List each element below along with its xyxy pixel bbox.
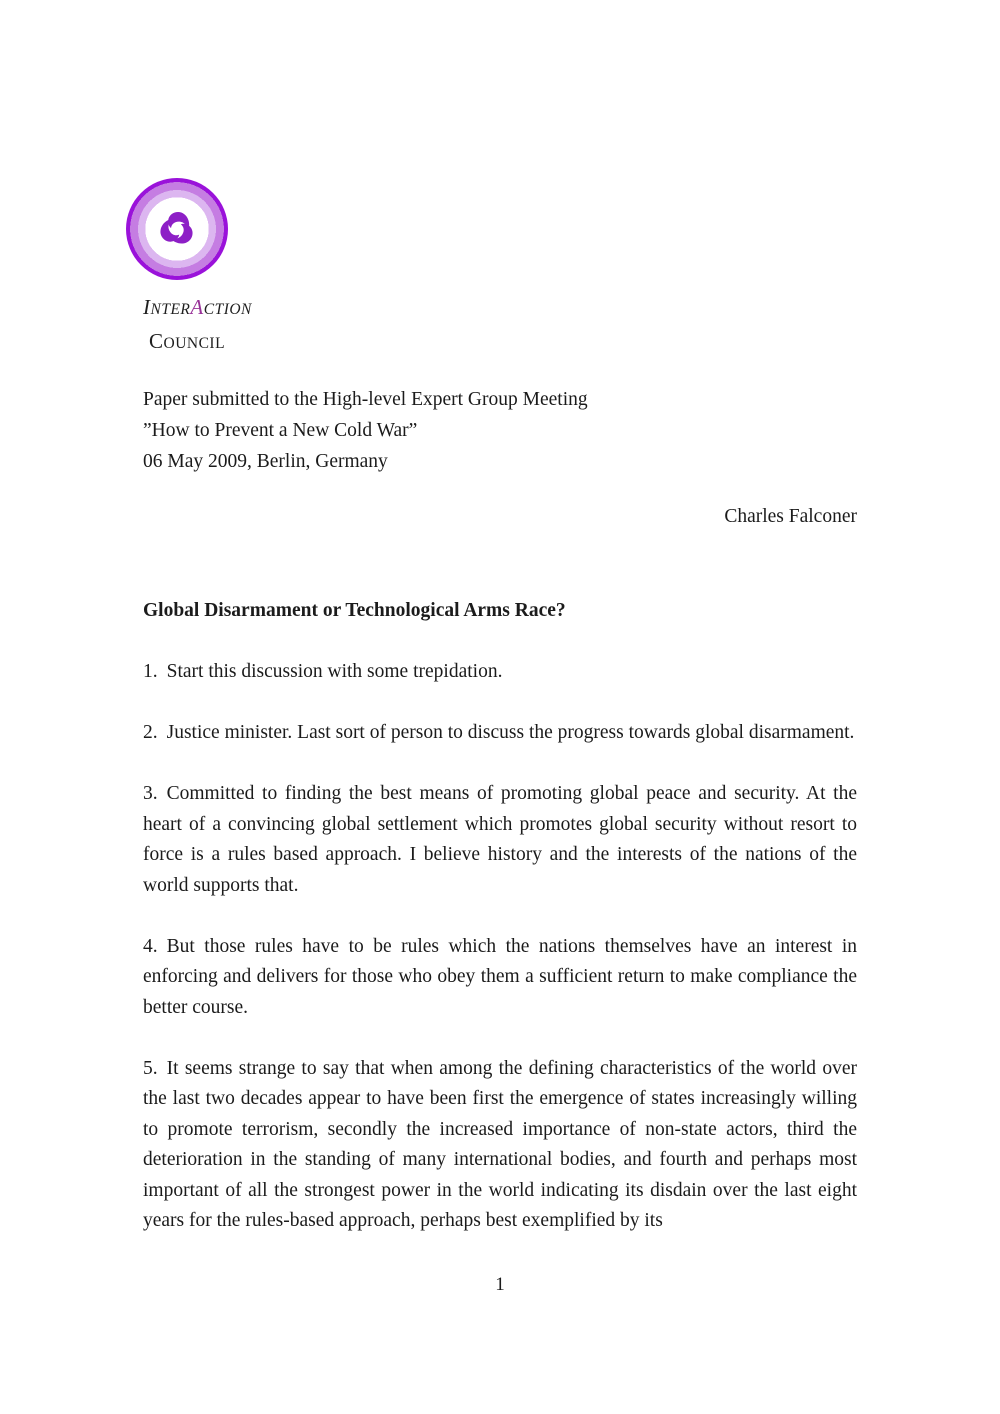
org-word1-small2: CTION bbox=[203, 301, 252, 318]
org-wordmark-interaction bbox=[143, 292, 252, 326]
paragraph-2-number: 2. bbox=[143, 722, 158, 743]
paragraph-5-number: 5. bbox=[143, 1057, 158, 1079]
paragraph-4-text: But those rules have to be rules which the nations themselves have an interest in enforcing and delivers for those who obey them a sufficient return to make compliance the better course. bbox=[143, 935, 857, 1018]
paragraph-1-text: Start this discussion with some trepidation. bbox=[166, 661, 503, 682]
meeting-header-line3: 06 May 2009, Berlin, Germany bbox=[143, 451, 388, 472]
page-number: 1 bbox=[495, 1274, 505, 1295]
paragraph-3-text: Committed to finding the best means of promoting global peace and security. At the heart of a convincing global settlement which promotes global security without resort to force is a rules based approach. I believe history and the interests of the nations of the world supports that. bbox=[143, 783, 857, 896]
paragraph-3-number: 3. bbox=[143, 783, 158, 804]
paragraph-1 bbox=[143, 657, 857, 688]
org-wordmark-council bbox=[143, 326, 252, 360]
author-name: Charles Falconer bbox=[724, 506, 857, 527]
paragraph-5 bbox=[143, 1054, 857, 1237]
paragraph-5-text: It seems strange to say that when among the defining characteristics of the world over the last two decades appear to have been first the emergence of states increasingly willing to promote terrorism, secondly the increased importance of non-state actors, third the deterioration in the standing of many international bodies, and fourth and perhaps most important of all the strongest power in the world indicating its disdain over the last eight years for the rules-based approach, perhaps best exemplified by its bbox=[143, 1057, 857, 1231]
paragraph-3 bbox=[143, 779, 857, 901]
paragraph-2 bbox=[143, 718, 857, 749]
meeting-header-line1: Paper submitted to the High-level Expert Group Meeting bbox=[143, 389, 588, 410]
org-wordmark bbox=[143, 292, 252, 359]
triskelion-swirl-icon bbox=[154, 206, 200, 252]
org-word1-accent: A bbox=[190, 295, 204, 319]
org-word2-small: OUNCIL bbox=[163, 334, 226, 352]
meeting-header-line2: ”How to Prevent a New Cold War” bbox=[143, 420, 418, 441]
interaction-council-logo bbox=[126, 178, 228, 280]
paragraph-4 bbox=[143, 932, 857, 1024]
paragraph-1-number: 1. bbox=[143, 661, 158, 682]
meeting-header bbox=[143, 384, 857, 477]
org-word1-small1: NTER bbox=[150, 301, 191, 318]
document-title: Global Disarmament or Technological Arms Race? bbox=[143, 600, 566, 621]
document-body bbox=[143, 596, 857, 1237]
org-word1-lead: I bbox=[143, 295, 151, 319]
paragraph-2-text: Justice minister. Last sort of person to discuss the progress towards global disarmament. bbox=[166, 722, 855, 743]
paragraph-4-number: 4. bbox=[143, 935, 158, 957]
org-word2-lead: C bbox=[149, 328, 164, 353]
